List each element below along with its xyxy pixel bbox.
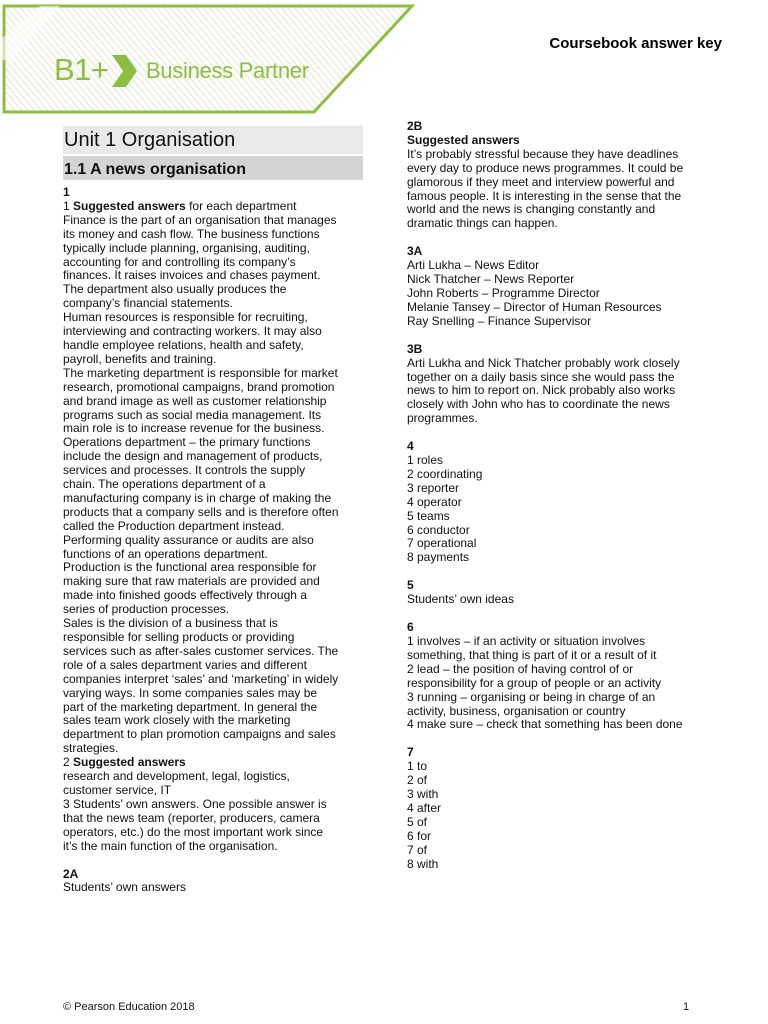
text-line: responsibility for a group of people or an activity xyxy=(407,675,662,690)
list-item: 8 payments xyxy=(407,550,470,565)
list-item: 4 operator xyxy=(407,494,462,509)
list-item: 2 coordinating xyxy=(407,466,483,481)
list-item: 6 for xyxy=(407,828,432,843)
text-line: made into finished goods effectively through a xyxy=(63,588,307,603)
text-line: its money and cash flow. The business functions xyxy=(63,226,320,241)
text-line: The marketing department is responsible for market xyxy=(63,365,338,380)
text-line: include the design and management of products, xyxy=(63,449,323,464)
exercise-7-heading: 7 xyxy=(407,745,414,760)
exercise-3a-heading: 3A xyxy=(407,244,423,259)
text-line: activity, business, organisation or country xyxy=(407,703,626,718)
exercise-6-body xyxy=(407,635,727,732)
text-line: companies interpret ‘sales’ and ‘marketing’ in widely xyxy=(63,671,339,686)
text-line: together on a daily basis since she would pass the xyxy=(407,369,675,384)
exercise-1-heading: 1 xyxy=(63,185,70,199)
text-line: something, that thing is part of it or a result of it xyxy=(407,647,657,662)
text-line: Operations department – the primary functions xyxy=(63,435,311,450)
text-line: making sure that raw materials are provided and xyxy=(63,574,320,589)
text-line: The department also usually produces the xyxy=(63,282,287,297)
text-line: world and the news is changing constantly and xyxy=(407,202,656,217)
list-item: 1 roles xyxy=(407,453,444,468)
text-line: Melanie Tansey – Director of Human Resources xyxy=(407,299,662,314)
text-line: 1 involves – if an activity or situation involves xyxy=(407,634,646,648)
exercise-2b-body xyxy=(407,148,727,231)
exercise-5-heading: 5 xyxy=(407,578,414,593)
text-line: glamorous if they meet and interview powerful and xyxy=(407,174,675,189)
text-line: It’s probably stressful because they have deadlines xyxy=(407,146,679,161)
list-item: 2 of xyxy=(407,773,428,788)
text-line: accounting for and controlling its company’s xyxy=(63,254,296,269)
text-line: services such as after-sales customer services. The xyxy=(63,643,339,658)
text-line: main role is to increase revenue for the business. xyxy=(63,421,325,436)
text-line: series of production processes. xyxy=(63,602,230,617)
exercise-1-1-intro xyxy=(63,200,363,214)
exercise-1-3-body xyxy=(63,798,363,854)
exercise-2a-heading: 2A xyxy=(63,866,79,881)
text-line: payroll, benefits and training. xyxy=(63,351,217,366)
text-line: 2 lead – the position of having control of or xyxy=(407,661,634,676)
text-line: Ray Snelling – Finance Supervisor xyxy=(407,313,592,328)
exercise-3a-body xyxy=(407,259,727,329)
text-line: Sales is the division of a business that is xyxy=(63,616,278,631)
text-line: programs such as social media management. Its xyxy=(63,407,322,422)
text-line: operators, etc.) do the most important work since xyxy=(63,824,324,839)
text-line: 4 make sure – check that something has been done xyxy=(407,717,683,732)
text-line: 3 running – organising or being in charge of an xyxy=(407,689,656,704)
list-item: 8 with xyxy=(407,856,439,871)
list-item: 7 operational xyxy=(407,536,477,551)
text-line: Performing quality assurance or audits are also xyxy=(63,532,314,547)
text-line: services and processes. It controls the supply xyxy=(63,463,306,478)
exercise-4-body xyxy=(407,454,727,565)
text-line: Arti Lukha – News Editor xyxy=(407,258,540,273)
text-line: that the news team (reporter, producers, camera xyxy=(63,810,320,825)
exercise-3b-heading: 3B xyxy=(407,341,423,356)
text-line: Finance is the part of an organisation that manages xyxy=(63,212,337,227)
text-line: and brand image as well as customer relationship xyxy=(63,393,327,408)
logo-name: Business Partner xyxy=(146,58,309,83)
text-line: strategies. xyxy=(63,741,119,756)
text-line: every day to produce news programmes. It could be xyxy=(407,160,684,175)
logo-level: B1+ xyxy=(54,52,109,87)
text-line: manufacturing company is in charge of making the xyxy=(63,490,332,505)
text-line: responsible for selling products or providing xyxy=(63,630,295,644)
text-line: interviewing and contracting workers. It may also xyxy=(63,324,322,339)
exercise-4-heading: 4 xyxy=(407,439,414,454)
text-line: closely with John who has to coordinate the news xyxy=(407,397,670,412)
page-number: 1 xyxy=(683,1001,690,1013)
left-column xyxy=(63,186,363,895)
unit-title: Unit 1 Organisation xyxy=(63,126,363,154)
text-line: Nick Thatcher – News Reporter xyxy=(407,272,575,287)
exercise-6-heading: 6 xyxy=(407,620,414,635)
list-item: 6 conductor xyxy=(407,522,470,537)
text-line: part of the marketing department. In general the xyxy=(63,699,318,714)
text-line: handle employee relations, health and safety, xyxy=(63,337,304,352)
text-line: called the Production department instead. xyxy=(63,518,285,533)
list-item: 1 to xyxy=(407,759,428,774)
intro-tail: for each department xyxy=(185,198,297,213)
text-line: programmes. xyxy=(407,411,478,426)
footer-copyright: © Pearson Education 2018 xyxy=(63,1001,195,1013)
text-line: company’s financial statements. xyxy=(63,296,233,311)
exercise-3b-body xyxy=(407,357,727,427)
list-item: 5 of xyxy=(407,814,428,829)
text-line: department to plan promotion campaigns and sales xyxy=(63,727,336,742)
exercise-2b-heading: 2B xyxy=(407,119,423,133)
text-line: Arti Lukha and Nick Thatcher probably work closely xyxy=(407,355,680,370)
text-line: Production is the functional area responsible for xyxy=(63,560,317,575)
text-line: it’s the main function of the organisation. xyxy=(63,838,278,853)
text-line: functions of an operations department. xyxy=(63,546,268,561)
exercise-1-2-body xyxy=(63,770,363,798)
list-item: 3 reporter xyxy=(407,480,460,495)
text-line: 3 Students’ own answers. One possible answer is xyxy=(63,796,327,811)
list-item: 3 with xyxy=(407,787,439,802)
text-line: Human resources is responsible for recruiting, xyxy=(63,310,308,325)
section-title: 1.1 A news organisation xyxy=(63,156,363,180)
text-line: chain. The operations department of a xyxy=(63,477,266,492)
suggested-answers-label: Suggested answers xyxy=(73,198,186,213)
right-column xyxy=(407,120,727,872)
exercise-1-1-body xyxy=(63,214,363,756)
exercise-5-body: Students’ own ideas xyxy=(407,592,514,607)
exercise-7-body xyxy=(407,760,727,871)
item-number: 1 xyxy=(63,198,74,213)
suggested-answers-label: Suggested answers xyxy=(73,755,186,770)
text-line: John Roberts – Programme Director xyxy=(407,285,600,300)
text-line: varying ways. In some companies sales may be xyxy=(63,685,318,700)
list-item: 4 after xyxy=(407,800,442,815)
text-line: famous people. It is interesting in the sense that the xyxy=(407,188,682,203)
text-line: customer service, IT xyxy=(63,782,172,797)
text-line: finances. It raises invoices and chases payment. xyxy=(63,268,321,283)
item-number: 2 xyxy=(63,755,74,770)
exercise-1-2-intro xyxy=(63,756,363,770)
text-line: research and development, legal, logistics, xyxy=(63,769,290,784)
text-line: typically include planning, organising, auditing, xyxy=(63,240,310,255)
list-item: 5 teams xyxy=(407,508,450,523)
list-item: 7 of xyxy=(407,842,428,857)
text-line: dramatic things can happen. xyxy=(407,216,558,231)
text-line: role of a sales department varies and different xyxy=(63,657,307,672)
suggested-answers-label: Suggested answers xyxy=(407,132,520,147)
exercise-2a-body: Students’ own answers xyxy=(63,880,186,895)
text-line: sales team work closely with the marketing xyxy=(63,713,291,728)
text-line: research, promotional campaigns, brand promotion xyxy=(63,379,335,394)
text-line: products that a company sells and is therefore often xyxy=(63,504,339,519)
document-title: Coursebook answer key xyxy=(549,35,722,52)
text-line: news to him to report on. Nick probably also works xyxy=(407,383,676,398)
